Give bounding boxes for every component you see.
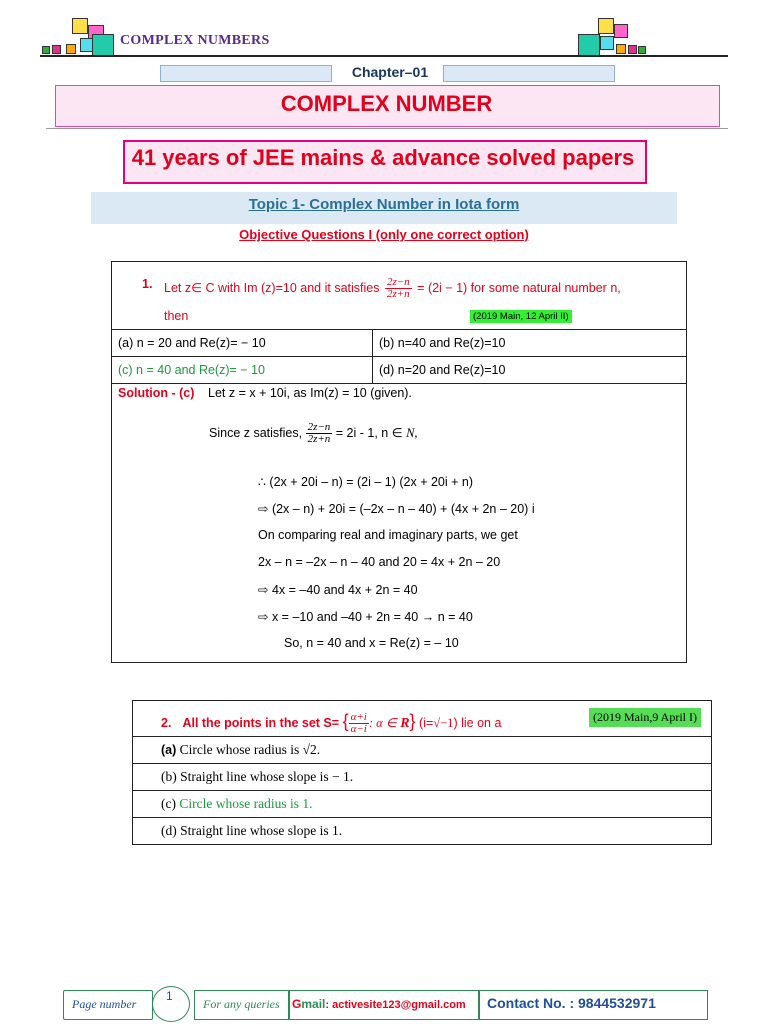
- q1-option-b: (b) n=40 and Re(z)=10: [373, 330, 687, 357]
- fraction-numerator: 2z−n: [386, 275, 410, 288]
- footer-queries: For any queries: [203, 997, 280, 1011]
- q2-option-b-text: Straight line whose slope is − 1.: [180, 769, 354, 784]
- footer-email-line: [292, 997, 466, 1011]
- chapter-bar-right: [443, 65, 615, 82]
- question-1-text-c: then: [164, 308, 189, 323]
- q2-option-d-text: Straight line whose slope is 1.: [180, 823, 343, 838]
- objective-heading: Objective Questions I (only one correct option): [239, 227, 529, 242]
- q2-option-d-label: (d): [161, 823, 177, 838]
- solution-step: ∴ (2x + 20i – n) = (2i – 1) (2x + 20i + n): [258, 475, 474, 489]
- q1-option-c: (c) n = 40 and Re(z)= − 10: [112, 357, 373, 384]
- solution-step: On comparing real and imaginary parts, we get: [258, 528, 518, 542]
- q2-option-a-text: Circle whose radius is √2.: [179, 742, 321, 757]
- question-1-text-b: = (2i − 1) for some natural number n,: [417, 280, 621, 295]
- page-number: 1: [166, 989, 173, 1003]
- question-2-text-c: ) lie on a: [453, 715, 502, 730]
- q2-option-c: [133, 791, 712, 818]
- header-title: COMPLEX NUMBERS: [120, 33, 270, 48]
- solution-intro: Let z = x + 10i, as Im(z) = 10 (given).: [208, 386, 412, 400]
- set-brace-close: }: [409, 710, 416, 731]
- q2-option-a: [133, 737, 712, 764]
- set-numerator: α+i: [350, 710, 367, 723]
- q2-option-c-label: (c): [161, 796, 176, 811]
- solution-since: [209, 422, 418, 445]
- header-rule: [40, 55, 728, 57]
- question-2-source: (2019 Main,9 April I): [589, 708, 701, 727]
- question-1-number: 1.: [142, 276, 153, 291]
- chapter-bar-left: [160, 65, 332, 82]
- question-1-text-a: Let z∈ C with Im (z)=10 and it satisfies: [164, 280, 380, 295]
- question-2-sqrt: √−1: [433, 715, 454, 730]
- question-1-line1: [164, 277, 621, 300]
- question-2-cell: [133, 701, 712, 737]
- since-set: N,: [406, 425, 418, 440]
- solution-step: ⇨ 4x = –40 and 4x + 2n = 40: [258, 583, 418, 597]
- q2-option-d: [133, 818, 712, 845]
- fraction-denominator: 2z+n: [386, 287, 410, 300]
- q1-option-a: (a) n = 20 and Re(z)= − 10: [112, 330, 373, 357]
- question-2-line: [161, 711, 501, 735]
- since-denominator: 2z+n: [307, 433, 331, 445]
- q1-option-d: (d) n=20 and Re(z)=10: [373, 357, 687, 384]
- question-2-text-b: (i=: [419, 715, 434, 730]
- chapter-label: Chapter–01: [351, 64, 429, 80]
- since-text-b: = 2i - 1, n ∈: [335, 425, 403, 440]
- gmail-rest: mail: [301, 997, 326, 1011]
- footer-contact: Contact No. : 9844532971: [487, 995, 656, 1011]
- topic-title: Topic 1- Complex Number in Iota form: [248, 196, 520, 213]
- question-1-source: (2019 Main, 12 April II): [470, 310, 572, 323]
- set-brace-open: {: [342, 710, 349, 731]
- since-numerator: 2z−n: [307, 421, 331, 433]
- question-1-table: [111, 261, 687, 663]
- since-text-a: Since z satisfies,: [209, 425, 303, 440]
- main-title: COMPLEX NUMBER: [280, 91, 493, 116]
- q2-option-b-label: (b): [161, 769, 177, 784]
- since-fraction: [306, 422, 333, 445]
- question-2-text-a: All the points in the set S=: [182, 715, 340, 730]
- q2-option-a-label: (a): [161, 743, 177, 757]
- solution-step: ⇨ x = –10 and –40 + 2n = 40 → n = 40: [258, 610, 473, 624]
- question-2-number: 2.: [161, 715, 172, 730]
- banner-text: 41 years of JEE mains & advance solved papers: [131, 145, 635, 170]
- q1-solution-cell: [112, 384, 687, 663]
- solution-step: ⇨ (2x – n) + 20i = (–2x – n – 40) + (4x + 2n – 20) i: [258, 502, 535, 516]
- q2-option-c-text: Circle whose radius is 1.: [179, 796, 313, 811]
- question-1-cell: [112, 262, 687, 330]
- set-fraction: [349, 712, 369, 735]
- footer-page-label: Page number: [72, 997, 137, 1011]
- title-rule: [46, 128, 728, 129]
- footer-email[interactable]: : activesite123@gmail.com: [325, 999, 466, 1011]
- set-R: R: [400, 715, 410, 731]
- question-1-fraction: [385, 277, 412, 300]
- q2-option-b: [133, 764, 712, 791]
- set-condition: : α ∈: [368, 715, 397, 730]
- gmail-g: G: [292, 997, 302, 1011]
- solution-label: Solution - (c): [118, 386, 195, 400]
- question-2-table: [132, 700, 712, 845]
- solution-step: So, n = 40 and x = Re(z) = – 10: [284, 636, 459, 650]
- solution-step: 2x – n = –2x – n – 40 and 20 = 4x + 2n – 20: [258, 555, 501, 569]
- set-denominator: α−i: [350, 722, 367, 735]
